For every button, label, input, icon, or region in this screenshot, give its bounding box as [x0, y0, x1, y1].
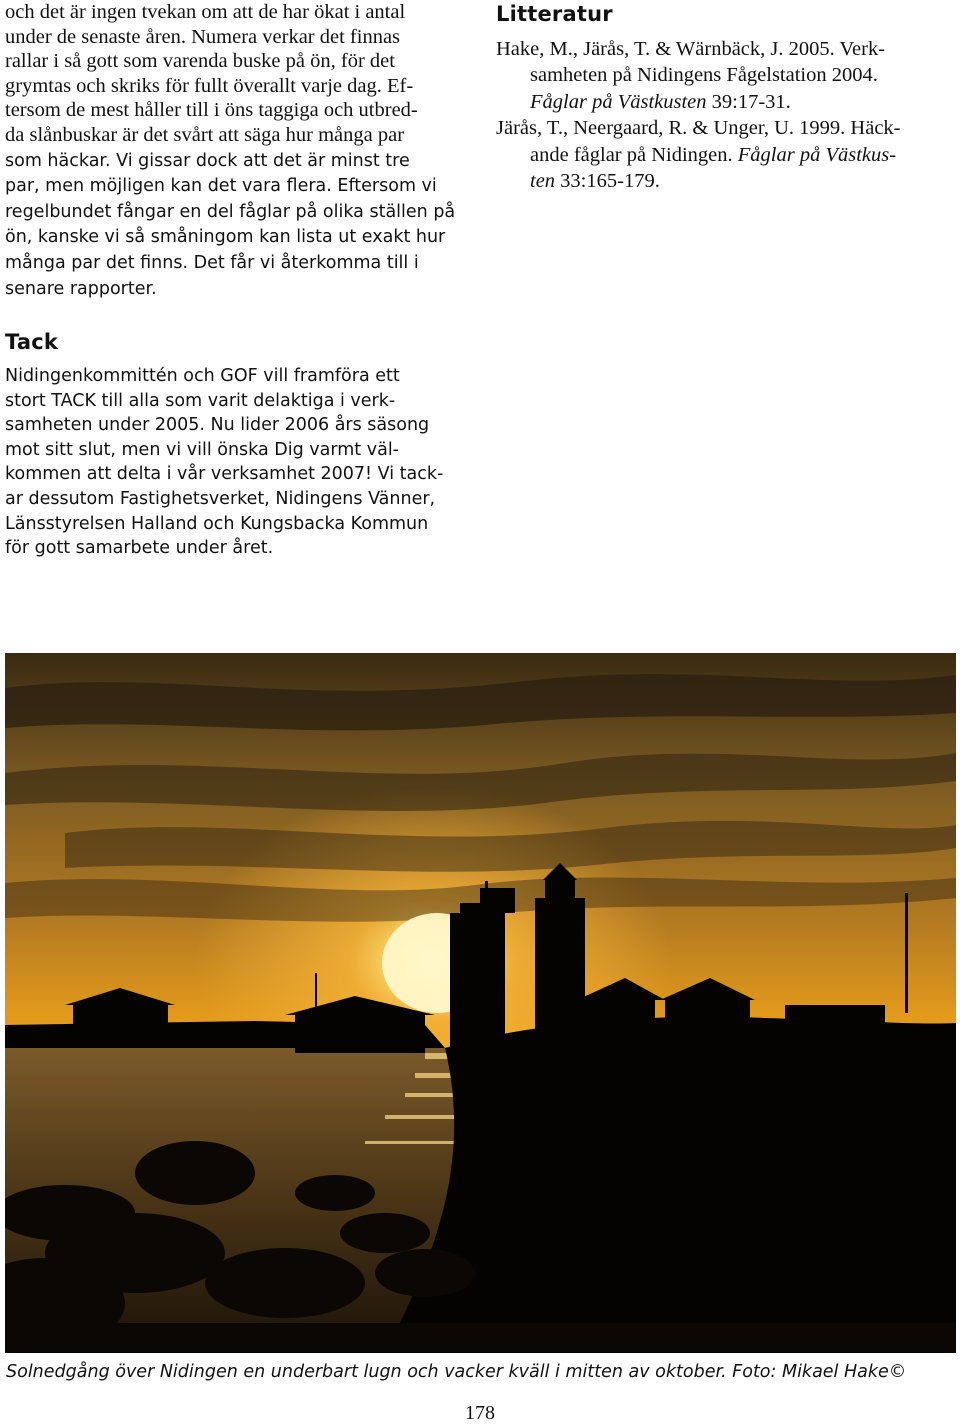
photo-caption: Solnedgång över Nidingen en underbart lugn och vacker kväll i mitten av oktober. Foto: Mikael Hake© — [6, 1362, 907, 1382]
line: under de senaste åren. Numera verkar det finnas — [5, 25, 401, 48]
line: som häckar. Vi gissar dock att det är minst tre — [5, 150, 410, 171]
line: grymtas och skriks för fullt överallt varje dag. Ef- — [5, 74, 414, 97]
line: par, men möjligen kan det vara flera. Eftersom vi — [5, 176, 437, 197]
tack-heading: Tack — [5, 330, 59, 354]
line: senare rapporter. — [5, 278, 157, 299]
ref-journal: Fåglar på Västkus- — [737, 143, 897, 166]
ref-title: ande fåglar på Nidingen. — [530, 143, 738, 166]
line: tersom de mest håller till i öns taggiga och utbred- — [5, 99, 418, 122]
ref-journal-cont: ten — [530, 170, 556, 193]
line: samheten under 2005. Nu lider 2006 års säsong — [5, 415, 430, 436]
sunset-illustration — [5, 653, 956, 1353]
ref-volume: 39:17-31. — [706, 90, 791, 113]
line: ön, kanske vi så småningom kan lista ut exakt hur — [5, 227, 446, 248]
ref-authors: Järås, T., Neergaard, R. & Unger, U. 1999. Häck- — [496, 117, 901, 140]
line: och det är ingen tvekan om att de har ökat i antal — [5, 1, 406, 23]
ref-title: samheten på Nidingens Fågelstation 2004. — [530, 64, 878, 87]
reference-item — [496, 36, 954, 115]
line: kommen att delta i vår verksamhet 2007! Vi tack- — [5, 464, 444, 485]
right-column — [496, 0, 954, 194]
line: stort TACK till alla som varit delaktiga i verk- — [5, 390, 396, 411]
ref-volume: 33:165-179. — [555, 170, 660, 193]
line: ar dessutom Fastighetsverket, Nidingens Vänner, — [5, 488, 436, 509]
line: da slånbuskar är det svårt att säga hur många par — [5, 123, 405, 146]
ref-journal: Fåglar på Västkusten — [530, 90, 707, 113]
line: Länsstyrelsen Halland och Kungsbacka Kommun — [5, 513, 429, 534]
reference-item — [496, 115, 954, 194]
page-number: 178 — [465, 1402, 495, 1424]
tack-paragraph — [5, 364, 465, 561]
line: för gott samarbete under året. — [5, 538, 274, 559]
line: rallar i så gott som varenda buske på ön, för det — [5, 50, 395, 73]
line: Nidingenkommittén och GOF vill framföra ett — [5, 366, 400, 386]
line: många par det finns. Det får vi återkomma till i — [5, 252, 419, 273]
line: regelbundet fångar en del fåglar på olika ställen på — [5, 201, 456, 222]
ref-authors: Hake, M., Järås, T. & Wärnbäck, J. 2005. Verk- — [496, 38, 886, 60]
litteratur-heading: Litteratur — [496, 2, 613, 26]
reference-list — [496, 36, 954, 194]
left-column — [5, 0, 465, 301]
tack-section — [5, 330, 465, 561]
sunset-photo — [5, 653, 956, 1353]
body-paragraph — [5, 0, 465, 301]
line: mot sitt slut, men vi vill önska Dig varmt väl- — [5, 439, 399, 460]
